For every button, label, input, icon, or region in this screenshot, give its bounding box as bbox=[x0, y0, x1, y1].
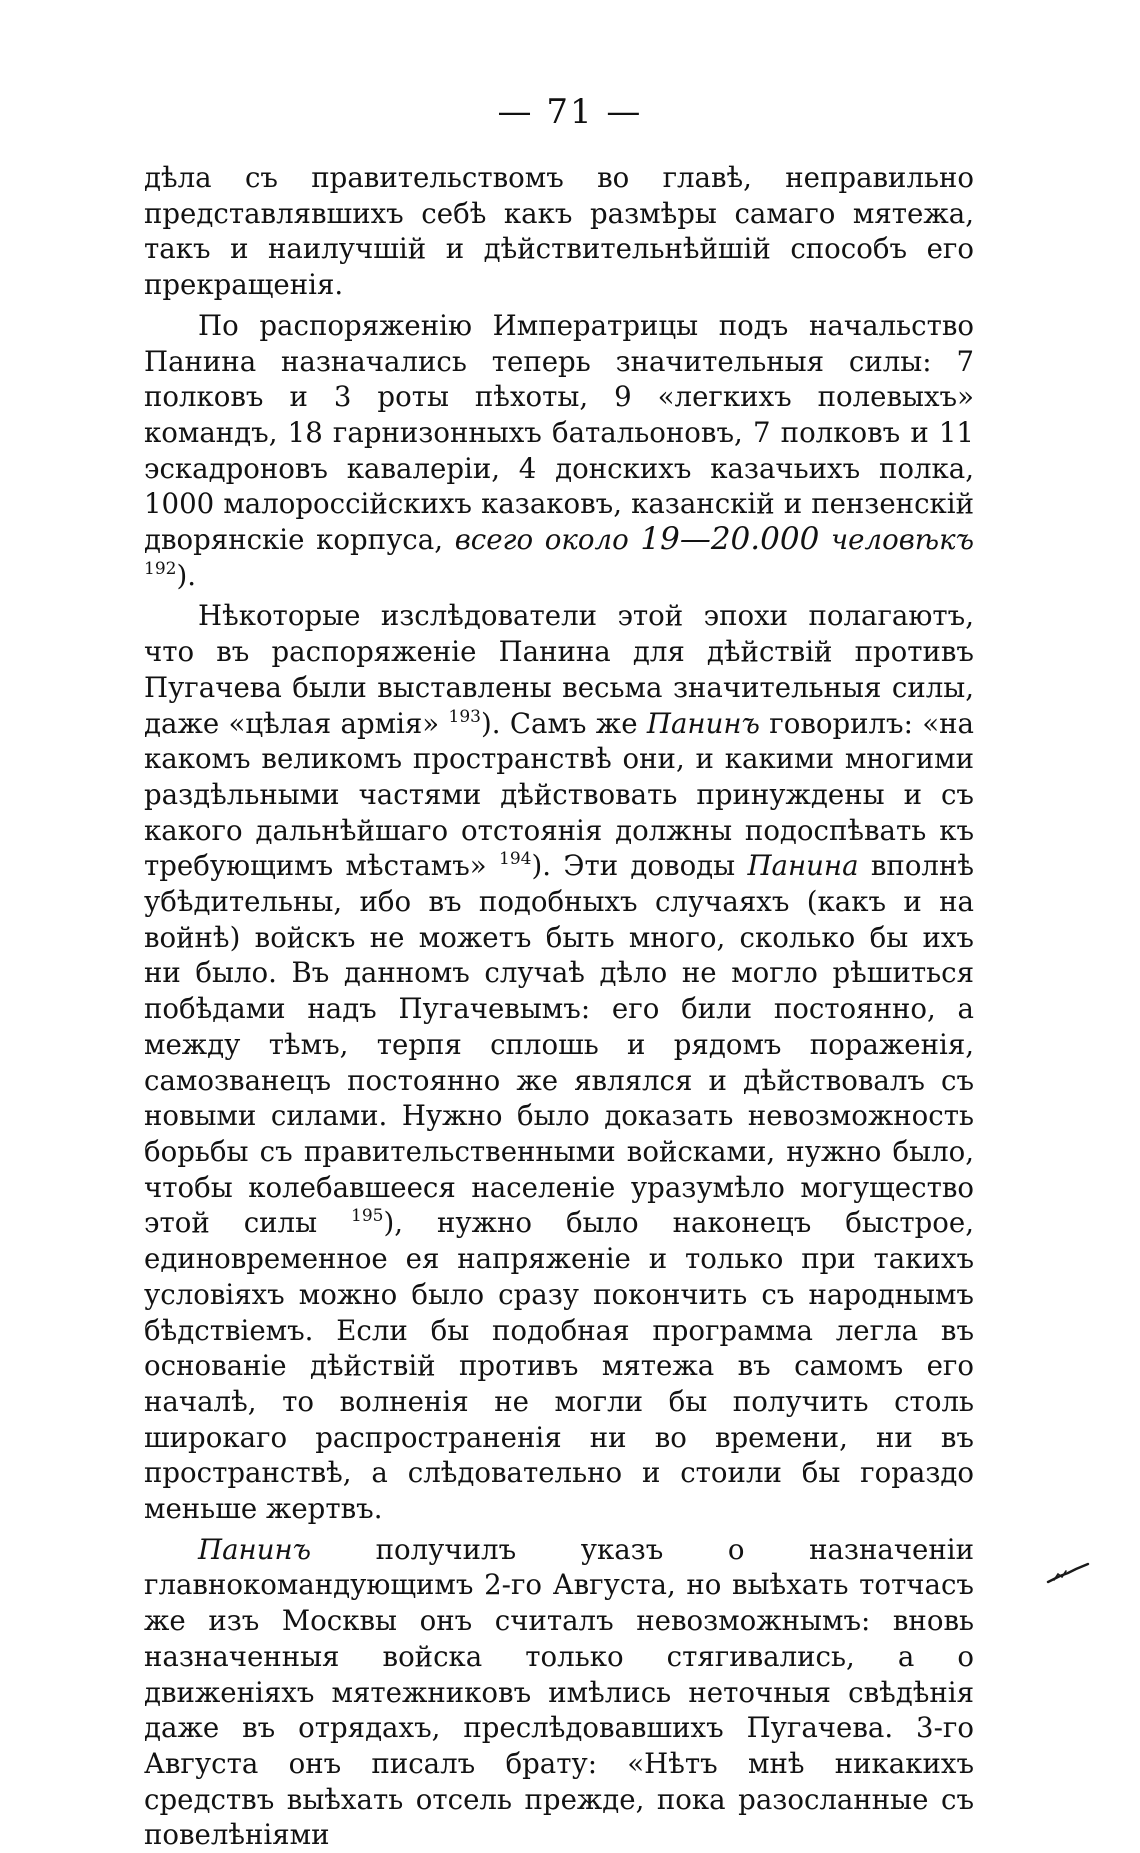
paragraph-2 bbox=[144, 308, 974, 594]
footnote-ref-193: 193 bbox=[448, 706, 481, 727]
paragraph-3-part-2: ). Самъ же bbox=[481, 706, 638, 740]
footnote-ref-192: 192 bbox=[144, 558, 177, 579]
page-number: — 71 — bbox=[497, 92, 643, 132]
paragraph-3-part-4: ). Эти доводы bbox=[531, 849, 736, 883]
paragraph-3 bbox=[144, 598, 974, 1526]
paragraph-3-part-6: ), нужно было наконецъ быстрое, единовременное ея напряженіе и только при такихъ условіяхъ можно было сразу покончить съ народнымъ бѣдствіемъ. Если бы подобная программа легла въ основаніе дѣйствій противъ мятежа въ самомъ его началѣ, то волненія не могли бы получить столь широкаго распространенія ни во времени, ни въ пространствѣ, а слѣдовательно и стоили бы гораздо меньше жертвъ. bbox=[144, 1206, 974, 1526]
body-text bbox=[144, 160, 974, 1853]
paragraph-3-part-3: говорилъ: «на какомъ великомъ пространствѣ они, и какими многими раздѣльными частями дѣйствовать принуждены и съ какого дальнѣйшаго отстоянія должны подоспѣвать къ требующимъ мѣстамъ» bbox=[144, 706, 974, 883]
paragraph-2-italic-1: всего около bbox=[454, 523, 629, 557]
paragraph-2-text: По распоряженію Императрицы подъ начальство Панина назначались теперь значительныя силы: 7 полковъ и 3 роты пѣхоты, 9 «легкихъ полевыхъ» командъ, 18 гарнизонныхъ батальоновъ, 7 полковъ и 11 эскадроновъ кавалеріи, 4 донскихъ казачьихъ полка, 1000 малороссійскихъ казаковъ, казанскій и пензенскій дворянскіе корпуса, bbox=[144, 308, 974, 557]
paragraph-2-tail: ). bbox=[176, 558, 196, 592]
paragraph-3-name-1: Панинъ bbox=[646, 706, 760, 740]
paragraph-4 bbox=[144, 1532, 974, 1853]
paragraph-4-text: получилъ указъ о назначеніи главнокомандующимъ 2-го Августа, но выѣхать тотчасъ же изъ Москвы онъ считалъ невозможнымъ: вновь назначенныя войска только стягивались, а о движеніяхъ мятежниковъ имѣлись неточныя свѣдѣнія даже въ отрядахъ, преслѣдовавшихъ Пугачева. 3-го Августа онъ писалъ брату: «Нѣтъ мнѣ никакихъ средствъ выѣхать отсель прежде, пока разосланные съ повелѣніями bbox=[144, 1532, 974, 1852]
paragraph-3-part-1: Нѣкоторые изслѣдователи этой эпохи полагаютъ, что въ распоряженіе Панина для дѣйствій противъ Пугачева были выставлены весьма значительныя силы, даже «цѣлая армія» bbox=[144, 599, 974, 740]
footnote-ref-195: 195 bbox=[351, 1206, 384, 1227]
footnote-ref-194: 194 bbox=[499, 849, 532, 870]
paragraph-2-italic-3: человѣкъ bbox=[831, 523, 974, 557]
paragraph-3-part-5: вполнѣ убѣдительны, ибо въ подобныхъ случаяхъ (какъ и на войнѣ) войскъ не можетъ быть много, сколько бы ихъ ни было. Въ данномъ случаѣ дѣло не могло рѣшиться побѣдами надъ Пугачевымъ: его били постоянно, а между тѣмъ, терпя сплошь и рядомъ пораженія, самозванецъ постоянно же являлся и дѣйствовалъ съ новыми силами. Нужно было доказать невозможность борьбы съ правительственными войсками, нужно было, чтобы колебавшееся населеніе уразумѣло могущество этой силы bbox=[144, 849, 974, 1240]
pen-stroke-icon bbox=[1046, 1562, 1090, 1584]
paragraph-1: дѣла съ правительствомъ во главѣ, неправильно представлявшихъ себѣ какъ размѣры самаго мятежа, такъ и наилучшій и дѣйствительнѣйшій способъ его прекращенія. bbox=[144, 161, 974, 302]
paragraph-2-italic-2: 19—20.000 bbox=[640, 521, 820, 558]
paragraph-4-name: Панинъ bbox=[198, 1532, 312, 1566]
paragraph-3-name-2: Панина bbox=[747, 849, 859, 883]
